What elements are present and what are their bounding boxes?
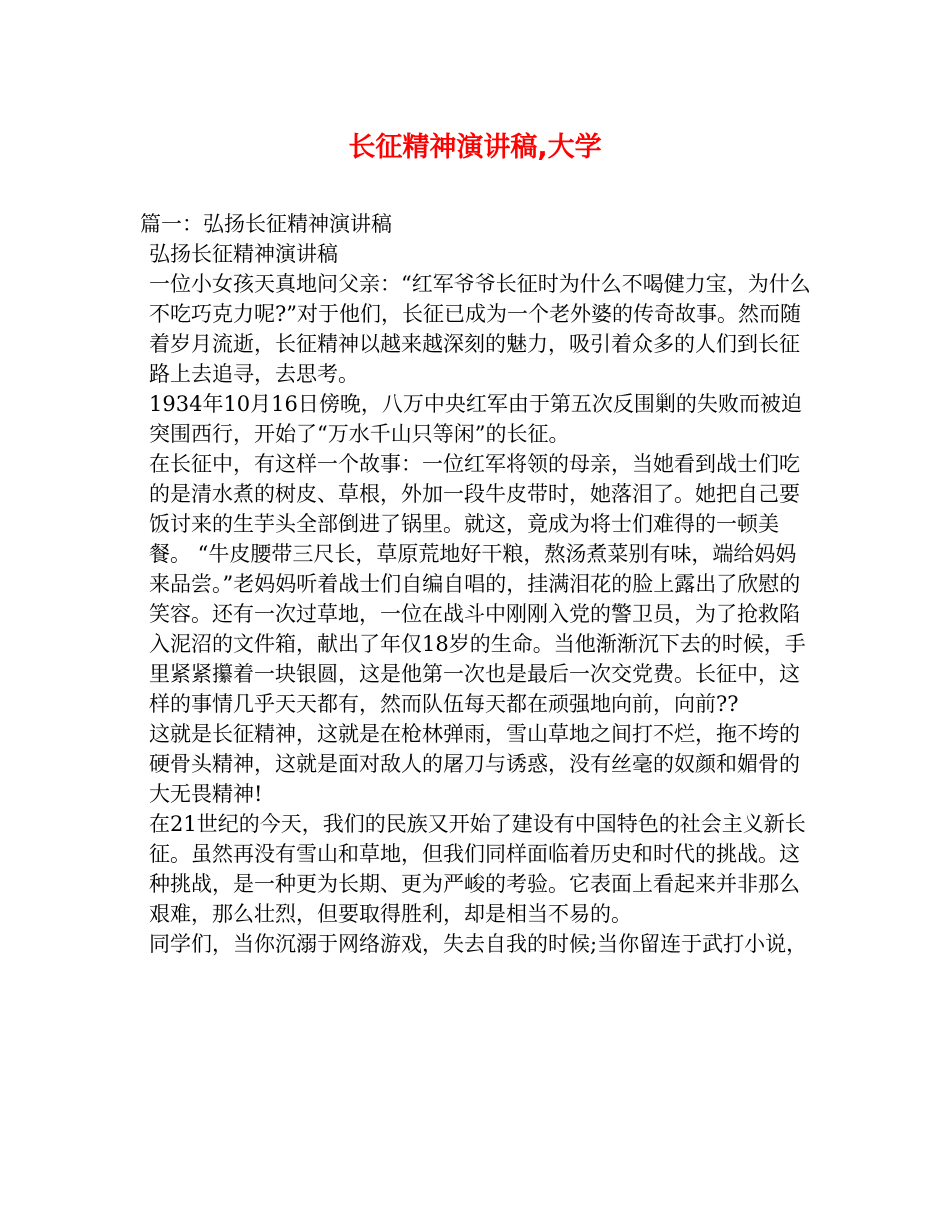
paragraph: 在长征中，有这样一个故事：一位红军将领的母亲，当她看到战士们吃的是清水煮的树皮、草根，外加一段牛皮带时，她落泪了。她把自己要饭讨来的生芋头全部倒进了锅里。就这，竟成为将士们难得的一顿美餐。 “牛皮腰带三尺长，草原荒地好干粮，熬汤煮菜别有味，端给妈妈来品尝。”老妈妈听着战士们自编自唱的，挂满泪花的脸上露出了欣慰的笑容。还有一次过草地，一位在战斗中刚刚入党的警卫员，为了抢救陷入泥沼的文件箱，献出了年仅18岁的生命。当他渐渐沉下去的时候，手里紧紧攥着一块银圆，这是他第一次也是最后一次交党费。长征中，这样的事情几乎天天都有，然而队伍每天都在顽强地向前，向前?? [149, 452, 806, 716]
speech-subtitle: 弘扬长征精神演讲稿 [149, 242, 338, 266]
document-body [140, 209, 814, 959]
paragraph: 一位小女孩天真地问父亲：“红军爷爷长征时为什么不喝健力宝，为什么不吃巧克力呢?”对于他们，长征已成为一个老外婆的传奇故事。然而随着岁月流逝，长征精神以越来越深刻的魅力，吸引着众多的人们到长征路上去追寻，去思考。 [149, 272, 811, 386]
document-title: 长征精神演讲稿,大学 [348, 132, 602, 163]
paragraph: 在21世纪的今天，我们的民族又开始了建设有中国特色的社会主义新长征。虽然再没有雪山和草地，但我们同样面临着历史和时代的挑战。这种挑战，是一种更为长期、更为严峻的考验。它表面上看起来并非那么艰难，那么壮烈，但要取得胜利，却是相当不易的。 [149, 812, 806, 926]
paragraph: 这就是长征精神，这就是在枪林弹雨，雪山草地之间打不烂，拖不垮的硬骨头精神，这就是面对敌人的屠刀与诱惑，没有丝毫的奴颜和媚骨的大无畏精神! [149, 722, 800, 806]
paragraph: 1934年10月16日傍晚，八万中央红军由于第五次反围剿的失败而被迫突围西行，开始了“万水千山只等闲”的长征。 [149, 392, 802, 446]
section-heading: 篇一：弘扬长征精神演讲稿 [140, 212, 392, 236]
paragraph: 同学们，当你沉溺于网络游戏，失去自我的时候;当你留连于武打小说， [149, 932, 808, 956]
